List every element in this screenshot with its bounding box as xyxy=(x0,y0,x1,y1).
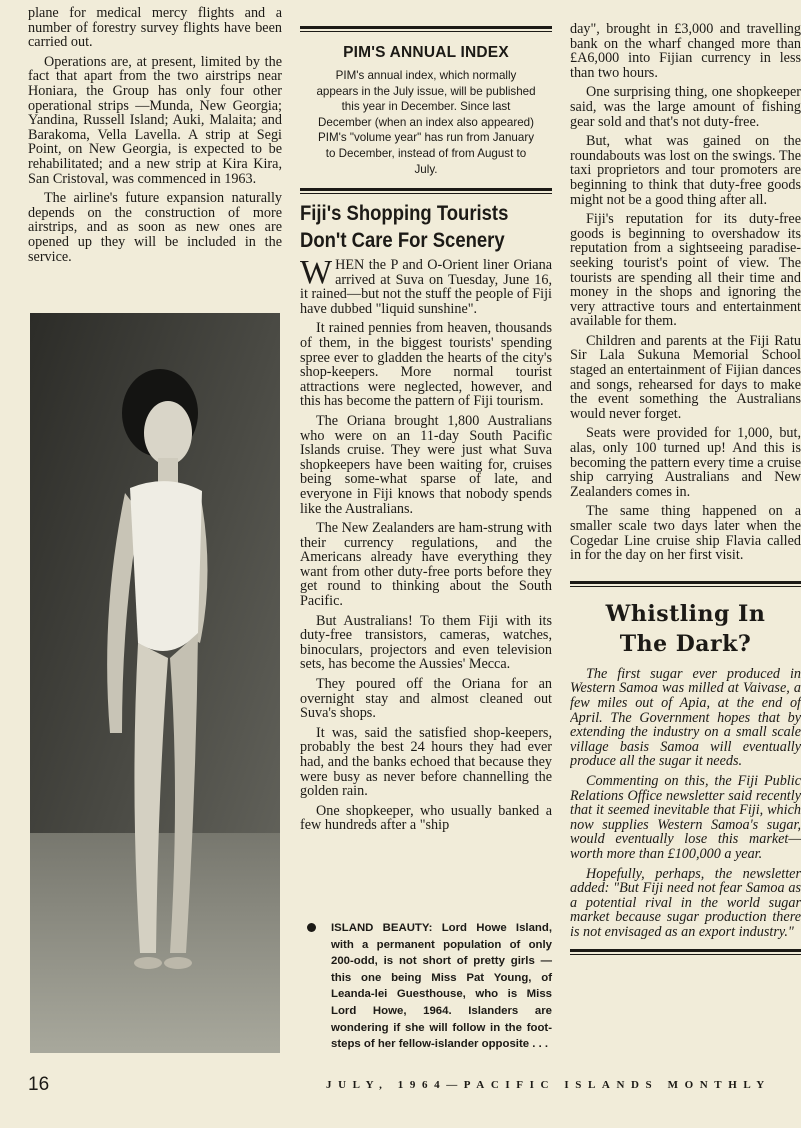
body-paragraph: It rained pennies from heaven, thousands of them, in the biggest tourists' spending spree ever to gladden the hearts of the city's shop-keepers. More normal tourist attractions were neglected, however, and this has become the pattern of Fiji tourism. xyxy=(300,320,552,410)
headline-line: Whistling In xyxy=(605,600,766,627)
headline-line: Don't Care For Scenery xyxy=(300,229,505,252)
caption-text: ISLAND BEAUTY: Lord Howe Island, with a permanent population of only 200-odd, is not short of pretty girls —this one being Miss Pat Young, of Leanda-lei Guesthouse, who is Miss Lord Howe, 1964. Islanders are wondering if she will follow in the foot-steps of her fellow-islander opposite . . . xyxy=(331,922,552,1051)
box-top-rule xyxy=(300,26,552,32)
headline-line: The Dark? xyxy=(619,630,752,657)
section-rule xyxy=(570,581,801,587)
body-paragraph: plane for medical mercy flights and a number of forestry survey flights have been carried out. xyxy=(28,5,282,51)
body-paragraph: Seats were provided for 1,000, but, alas, only 100 turned up! And this is becoming the pattern every time a cruise ship carrying Australians and New Zealanders comes in. xyxy=(570,425,801,500)
body-paragraph: But Australians! To them Fiji with its duty-free transistors, cameras, watches, binoculars, projectors and even television sets, has become the Aussies' Mecca. xyxy=(300,612,552,673)
island-beauty-photo xyxy=(30,313,280,1053)
body-paragraph: Hopefully, perhaps, the newsletter added: "But Fiji need not fear Samoa as a potential rival in the world sugar market because sugar production there is not envisaged as an export industry." xyxy=(570,865,801,940)
pim-box-title: PIM'S ANNUAL INDEX xyxy=(343,44,509,61)
body-paragraph: The same thing happened on a smaller scale two days later when the Cogedar Line cruise ship Flavia called in for the day on her first visit. xyxy=(570,503,801,564)
photo-caption xyxy=(307,920,552,1053)
lead-paragraph xyxy=(300,254,552,317)
body-paragraph: day", brought in £3,000 and travelling bank on the wharf changed more than £A6,000 into Fijian currency in less than two hours. xyxy=(570,22,801,81)
body-paragraph: It was, said the satisfied shop-keepers, probably the best 24 hours they had ever had, and the banks echoed that because they were busy as never before channelling the golden rain. xyxy=(300,724,552,800)
photo-illustration xyxy=(30,313,280,1053)
headline-line: Fiji's Shopping Tourists xyxy=(300,202,509,225)
bullet-icon xyxy=(307,923,316,932)
column-left xyxy=(28,6,282,264)
column-right xyxy=(570,22,801,1082)
column-middle xyxy=(300,200,552,833)
body-paragraph: The Oriana brought 1,800 Australians who were on an 11-day South Pacific Islands cruise. They were just what Suva shopkeepers have been waiting for, cruises being some-what sparse of late, and everyone in Fiji knows that nobody spends like the Australians. xyxy=(300,412,552,517)
body-paragraph: The airline's future expansion naturally depends on the construction of more airstrips, and as soon as new ones are opened up they will be included in the service. xyxy=(28,190,282,265)
section-rule xyxy=(570,949,801,955)
body-paragraph: One shopkeeper, who usually banked a few hundreds after a "ship xyxy=(300,802,552,834)
body-paragraph: One surprising thing, one shopkeeper said, was the large amount of fishing gear sold and that's not duty-free. xyxy=(570,84,801,130)
body-paragraph: But, what was gained on the roundabouts was lost on the swings. The taxi proprietors and tour promoters are beginning to think that duty-free goods might not be a good thing after all. xyxy=(570,133,801,208)
body-paragraph: The New Zealanders are ham-strung with their currency regulations, and the Americans already have everything they want from other duty-free ports before they get round to thinking about the South Pacific. xyxy=(300,520,552,610)
body-paragraph: They poured off the Oriana for an overnight stay and almost cleaned out Suva's shops. xyxy=(300,676,552,722)
page-number: 16 xyxy=(28,1074,50,1095)
fiji-headline xyxy=(300,200,552,254)
box-bottom-rule xyxy=(300,188,552,194)
pim-annual-index-box xyxy=(300,26,552,194)
lead-text: HEN the P and O-Orient liner Oriana arrived at Suva on Tuesday, June 16, it rained—but not the stuff the people of Fiji have dubbed "liquid sunshine". xyxy=(300,257,552,317)
body-paragraph: Operations are, at present, limited by the fact that apart from the two airstrips near Honiara, the Group has only four other operational strips —Munda, New Georgia; Yandina, Russell Island; Auki, Malaita; and Barakoma, Vella Lavella. A strip at Segi Point, on New Georgia, is expected to be rehabilitated; and a new strip at Kira Kira, San Cristoval, was commenced in 1963. xyxy=(28,53,282,187)
body-paragraph: The first sugar ever produced in Western Samoa was milled at Vaivase, a few miles out of Apia, at the end of April. The Government hopes that by extending the industry on a small scale village basis Samoa will eventually produce all the sugar it needs. xyxy=(570,665,801,770)
body-paragraph: Commenting on this, the Fiji Public Relations Office newsletter said recently that it seemed inevitable that Fiji, which now supplies Western Samoa's sugar, would eventually lose this market—worth more than £100,000 a year. xyxy=(570,772,801,862)
footer-running-title: JULY, 1964—PACIFIC ISLANDS MONTHLY xyxy=(326,1079,771,1091)
pim-box-text: PIM's annual index, which normally appears in the July issue, will be published this year in December. Since last December (when an index also appeared) PIM's "volume year" has run from January to December, instead of from August to July. xyxy=(316,69,536,176)
page-footer xyxy=(0,1072,801,1102)
body-paragraph: Fiji's reputation for its duty-free goods is beginning to overshadow its reputation from a sightseeing paradise-seeking tourist's point of view. The tourists are spending all their time and money in the shops and ignoring the very attractive tours and entertainment available for them. xyxy=(570,211,801,330)
whistle-headline xyxy=(570,599,801,659)
body-paragraph: Children and parents at the Fiji Ratu Sir Lala Sukuna Memorial School staged an entertainment of Fijian dances and songs, rehearsed for days to make the event something the Australians would never forget. xyxy=(570,332,801,422)
drop-cap: W xyxy=(300,254,333,291)
